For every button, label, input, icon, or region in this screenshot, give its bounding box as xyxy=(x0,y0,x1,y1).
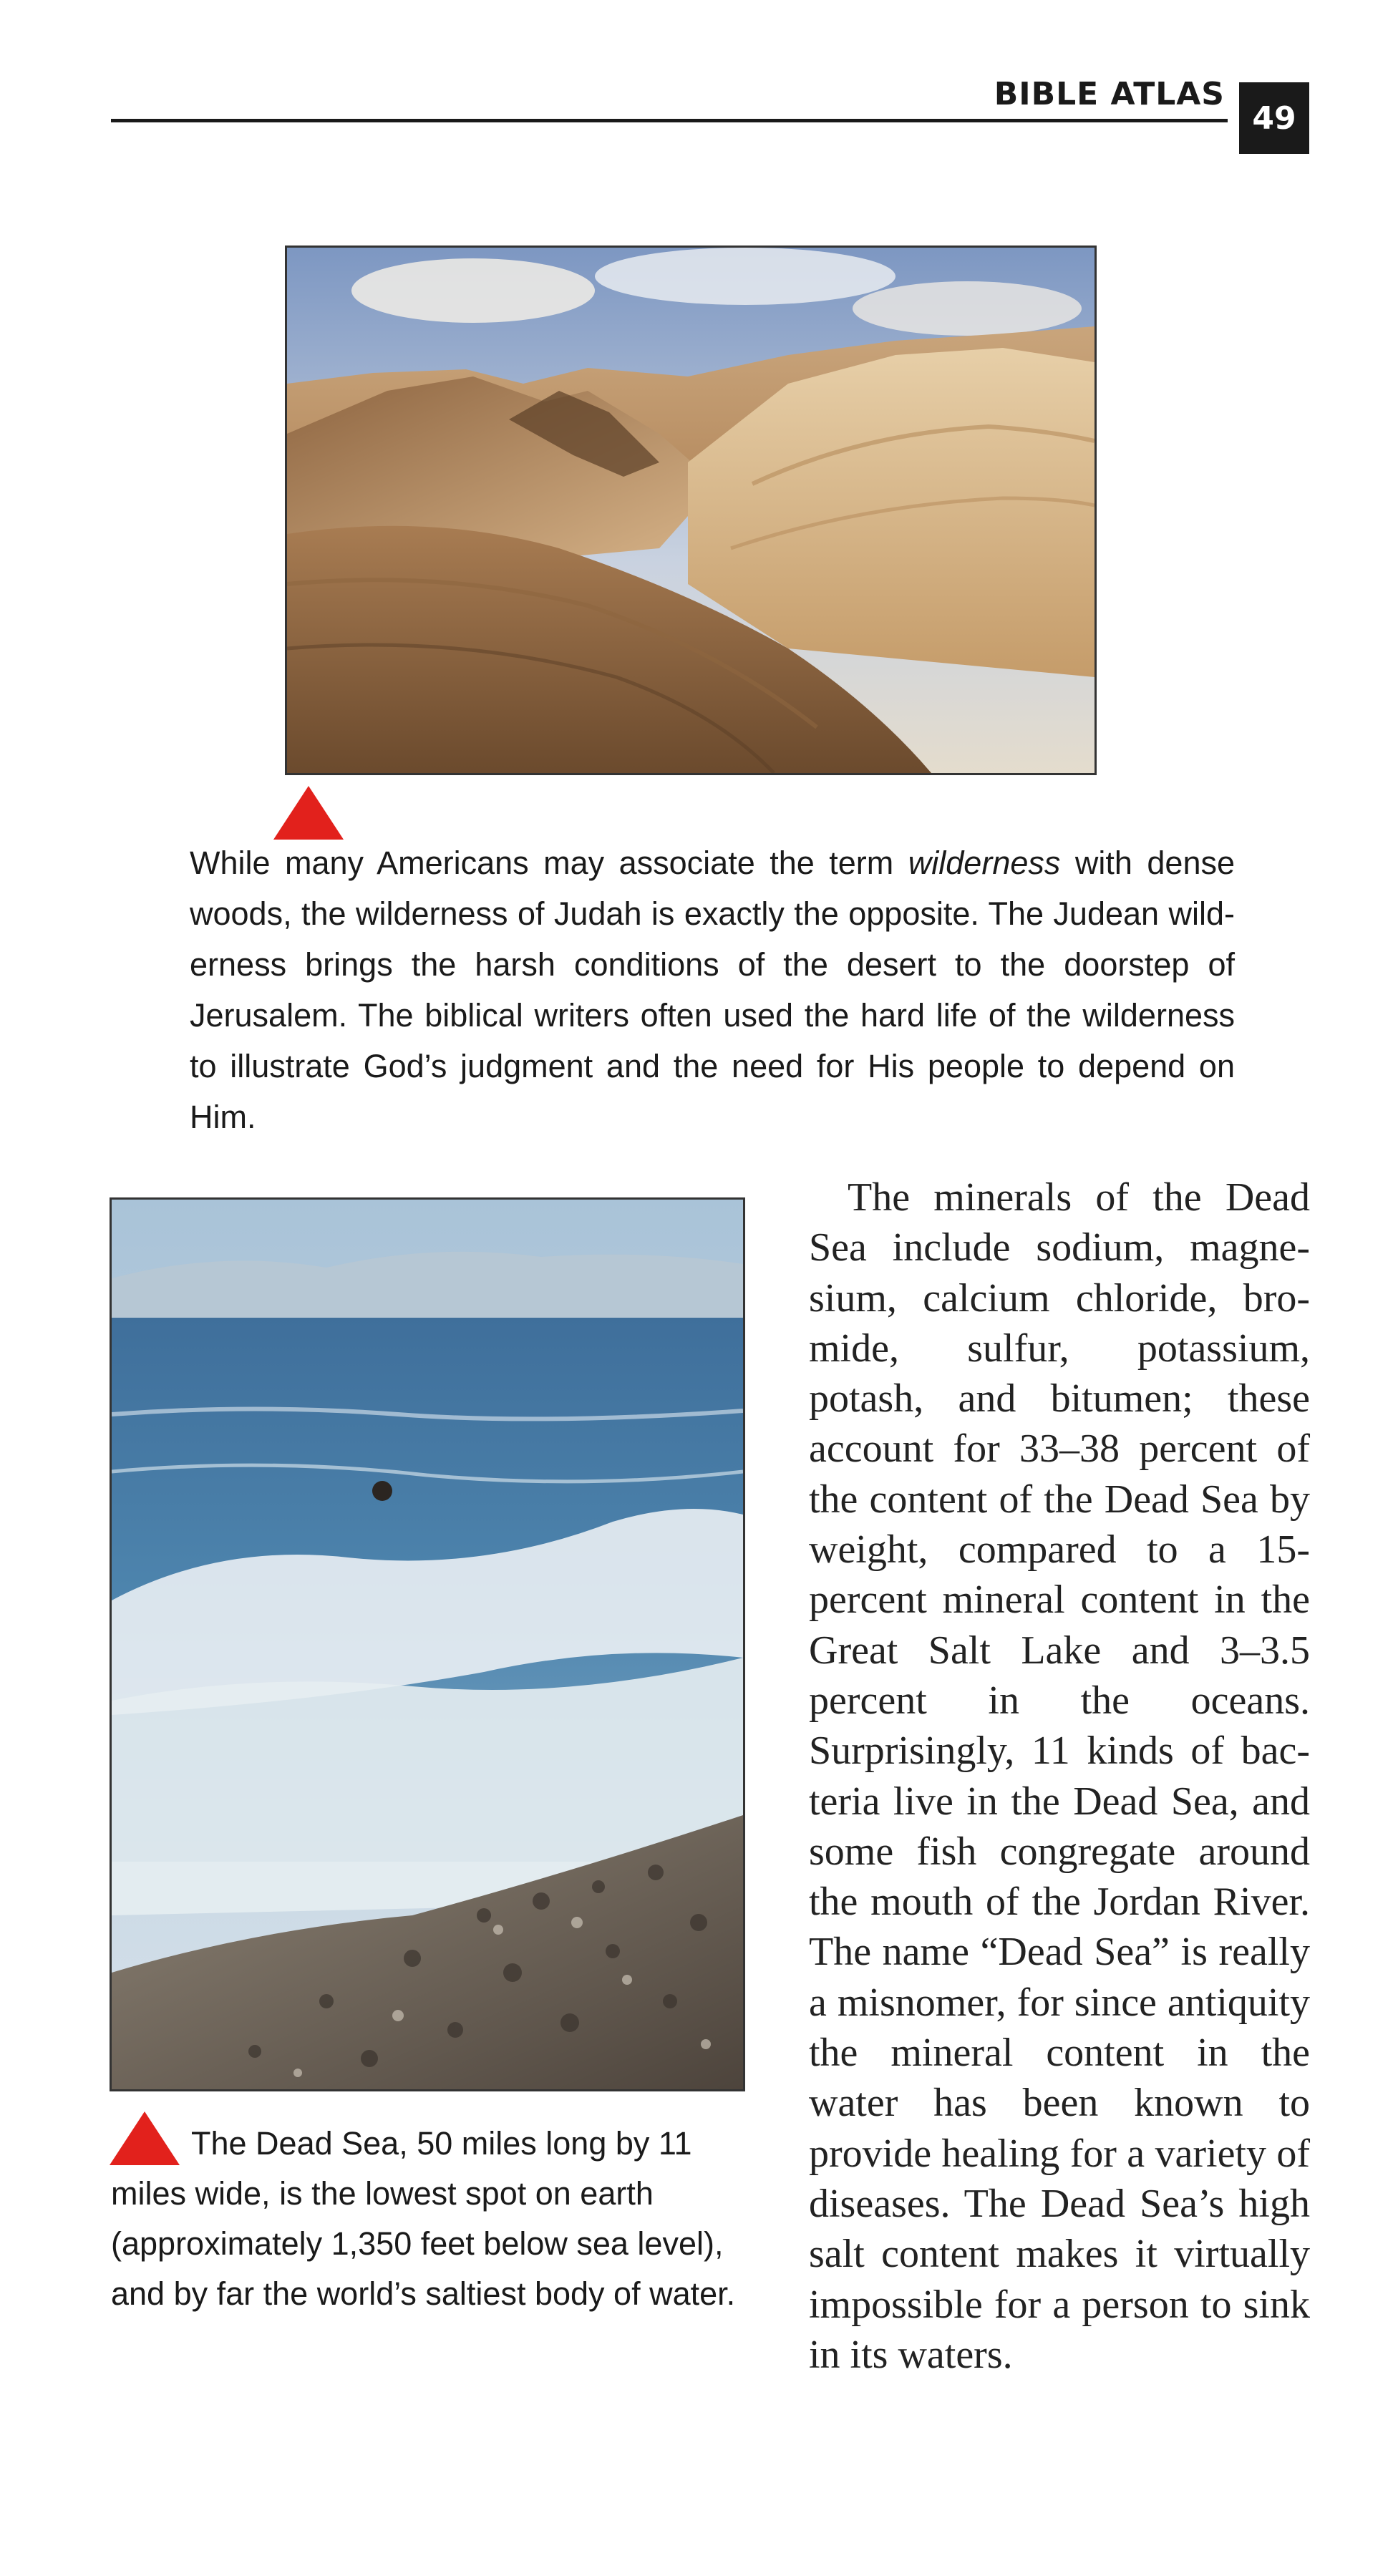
dead-sea-illustration xyxy=(112,1200,743,2089)
running-head: BIBLE ATLAS xyxy=(994,76,1225,112)
wilderness-caption-text-start: While many Americans may associate the term xyxy=(190,845,908,881)
page-number: 49 xyxy=(1239,82,1309,154)
dead-sea-caption: The Dead Sea, 50 miles long by 11 miles wide, is the lowest spot on earth (approximately 1,350 feet below sea level), and by far the world’s saltiest body of water. xyxy=(111,2125,736,2312)
wilderness-caption xyxy=(190,837,1235,1142)
wilderness-caption-emphasis: wilderness xyxy=(908,845,1061,881)
wilderness-photo xyxy=(285,246,1097,775)
header-rule xyxy=(111,119,1228,122)
caption-marker-icon xyxy=(273,786,344,840)
wilderness-illustration xyxy=(287,248,1094,773)
wilderness-caption-text-end: with dense woods, the wilderness of Judah is exactly the opposite. The Judean wilderness brings the harsh conditions of the desert to the doorstep of Jerusalem. The biblical writers often used the hard life of the wilderness to illustrate God’s judgment and the need for His people to depend on Him. xyxy=(190,845,1235,1135)
dead-sea-photo xyxy=(110,1197,745,2091)
body-paragraph: The minerals of the Dead Sea include sodium, magnesium, calcium chloride, bromide, sulfur, potassium, potash, and bitumen; these account for 33–38 percent of the content of the Dead Sea by weight, compared to a 15-percent mineral content in the Great Salt Lake and 3–3.5 percent in the oceans. Surprisingly, 11 kinds of bacteria live in the Dead Sea, and some fish congregate around the mouth of the Jordan River. The name “Dead Sea” is really a misnomer, for since antiquity the mineral content in the water has been known to provide healing for a variety of diseases. The Dead Sea’s high salt content makes it virtually impossible for a person to sink in its waters. xyxy=(809,1175,1310,2377)
